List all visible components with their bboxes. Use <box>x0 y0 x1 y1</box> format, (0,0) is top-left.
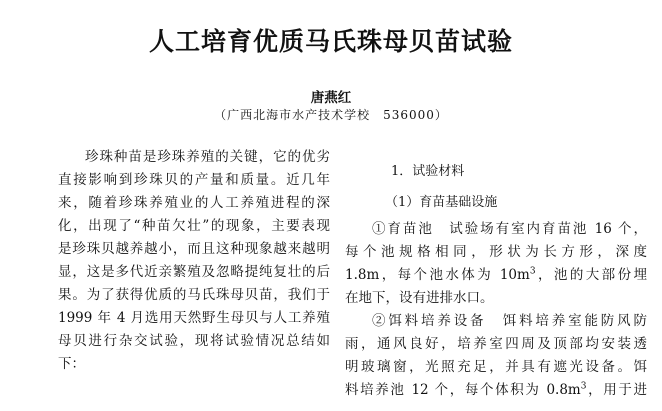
intro-line: 显，这是多代近亲繁殖及忽略提纯复壮的后 <box>58 264 330 280</box>
intro-line: 来，随着珍珠养殖业的人工养殖进程的深 <box>58 195 330 211</box>
section-heading: 1．试验材料 <box>391 164 465 179</box>
intro-line: 是珍珠贝越养越小，而且这种现象越来越明 <box>58 241 330 257</box>
body-text: 1.8m，每个池水体为 10m <box>345 267 530 283</box>
body-text: ，用于进 <box>586 382 647 398</box>
intro-line: 1999 年 4 月选用天然野生母贝与人工养殖 <box>58 310 330 326</box>
intro-column <box>58 146 330 376</box>
body-line: 明玻璃窗，光照充足，并具有遮光设备。饵 <box>345 359 647 375</box>
body-text: 料培养池 12 个，每个体积为 0.8m <box>345 382 581 398</box>
materials-column <box>345 150 647 402</box>
author-name: 唐燕红 <box>310 90 352 106</box>
body-line <box>345 264 647 287</box>
body-line: 在地下，设有进排水口。 <box>345 290 494 306</box>
superscript: 3 <box>529 266 536 277</box>
intro-line: 珍珠种苗是珍珠养殖的关键，它的优劣 <box>85 149 330 165</box>
body-line: ①育苗池 试验场有室内育苗池 16 个， <box>372 221 647 237</box>
body-text: ，池的大部份埋 <box>535 267 647 283</box>
intro-line: 化，出现了“种苗欠壮”的现象，主要表现 <box>58 218 330 234</box>
body-line <box>345 379 647 402</box>
subsection-heading: （1）育苗基础设施 <box>385 195 498 210</box>
body-line: 每个池规格相同，形状为长方形，深度 <box>345 244 647 260</box>
body-line: ②饵料培养设备 饵料培养室能防风防 <box>372 313 647 329</box>
intro-line: 果。为了获得优质的马氏珠母贝苗，我们于 <box>58 287 330 303</box>
article-title: 人工培育优质马氏珠母贝苗试验 <box>148 27 513 56</box>
body-line: 雨，通风良好，培养室四周及顶部均安装透 <box>345 336 647 352</box>
intro-line: 直接影响到珍珠贝的产量和质量。近几年 <box>58 172 330 188</box>
intro-line: 母贝进行杂交试验，现将试验情况总结如 <box>58 333 330 349</box>
intro-line: 下： <box>58 356 85 372</box>
superscript: 3 <box>580 381 587 392</box>
author-affiliation: （广西北海市水产技术学校 536000） <box>214 108 448 122</box>
